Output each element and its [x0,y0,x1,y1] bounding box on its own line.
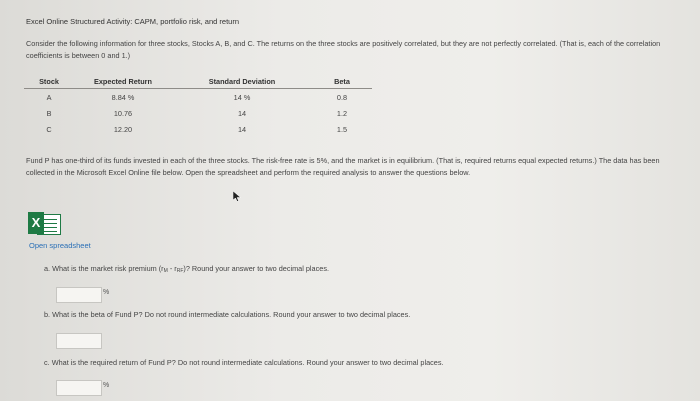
table-row [24,89,372,106]
cell-stock: B [46,108,52,118]
question-b: b. What is the beta of Fund P? Do not round intermediate calculations. Round your answer to two decimal places. [44,310,411,319]
cell-standard-deviation: 14 [237,108,247,118]
cell-beta: 1.5 [336,124,348,134]
answer-b-input[interactable] [56,333,102,349]
answer-a-input[interactable] [56,287,102,303]
question-a-sub-rf: RF [176,268,184,274]
question-a-suffix: )? Round your answer to two decimal places. [183,264,329,273]
header-standard-deviation: Standard Deviation [172,74,312,89]
cell-beta: 1.2 [336,108,348,118]
cell-expected-return: 8.84 % [111,92,135,102]
excel-spreadsheet-icon[interactable] [27,212,61,234]
table-header-row [24,74,372,89]
answer-c-unit: % [103,382,110,389]
question-a-sub-m: M [163,268,168,274]
header-beta: Beta [312,74,372,89]
table-row [24,121,372,137]
answer-c-input[interactable] [56,380,102,396]
header-stock: Stock [24,74,74,89]
table-row [24,105,372,121]
question-c: c. What is the required return of Fund P? Do not round intermediate calculations. Round your answer to two decimal places. [44,358,444,367]
header-expected-return: Expected Return [74,74,172,89]
cell-stock: C [46,124,52,134]
cell-expected-return: 10.76 [113,108,133,118]
cell-standard-deviation: 14 % [233,92,251,102]
stock-table [24,74,372,137]
open-spreadsheet-link[interactable]: Open spreadsheet [29,241,91,250]
mouse-cursor-icon [233,191,242,202]
cell-standard-deviation: 14 [237,124,247,134]
excel-x-icon: X [28,212,44,234]
question-a-prefix: a. What is the market risk premium (r [44,264,164,273]
page-title: Excel Online Structured Activity: CAPM, portfolio risk, and return [26,17,239,26]
intro-text: Consider the following information for three stocks, Stocks A, B, and C. The returns on the three stocks are positively correlated, but they are not perfectly correlated. (That is, each of the correlation coefficients is between 0 and 1.) [26,39,661,60]
question-a-mid: - r [167,264,177,273]
cell-expected-return: 12.20 [113,124,133,134]
answer-a-unit: % [103,289,110,296]
cell-stock: A [46,92,52,102]
cell-beta: 0.8 [336,92,348,102]
fund-description: Fund P has one-third of its funds invested in each of the three stocks. The risk-free rate is 5%, and the market is in equilibrium. (That is, required returns equal expected returns.) The data has been collected in the Microsoft Excel Online file below. Open the spreadsheet and perform the required analysis to answer the questions below. [26,156,660,177]
question-a [44,264,329,274]
